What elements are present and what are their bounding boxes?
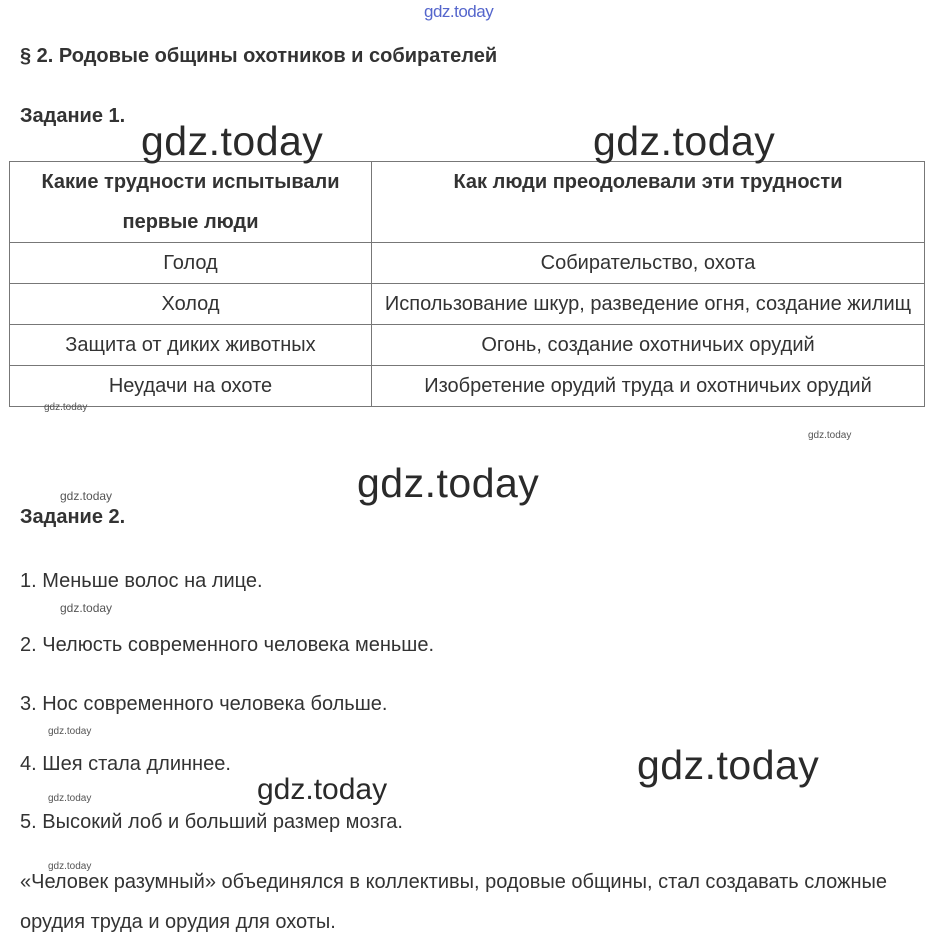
header-difficulties: Какие трудности испытывали первые люди xyxy=(10,162,372,243)
solution-cell: Использование шкур, разведение огня, создание жилищ xyxy=(372,284,925,325)
list-item: 2. Челюсть современного человека меньше. xyxy=(20,634,435,656)
watermark-small: gdz.today xyxy=(60,489,113,503)
list-item: 5. Высокий лоб и больший размер мозга. xyxy=(20,811,403,833)
header-solutions: Как люди преодолевали эти трудности xyxy=(372,162,925,243)
watermark-small: gdz.today xyxy=(60,601,113,615)
watermark-tiny: gdz.today xyxy=(48,726,92,737)
watermark-tiny: gdz.today xyxy=(48,793,92,804)
conclusion-paragraph: «Человек разумный» объединялся в коллективы, родовые общины, стал создавать сложные орудия труда и орудия для охоты. xyxy=(20,871,888,933)
watermark-tiny: gdz.today xyxy=(44,402,88,413)
table-row xyxy=(10,366,925,407)
difficulty-cell: Неудачи на охоте xyxy=(10,366,372,407)
table-header-row xyxy=(10,162,925,243)
table-row xyxy=(10,284,925,325)
difficulty-cell: Голод xyxy=(10,243,372,284)
task2-title: Задание 2. xyxy=(20,506,126,528)
watermark-medium: gdz.today xyxy=(257,773,388,806)
list-item: 3. Нос современного человека больше. xyxy=(20,693,388,715)
top-watermark: gdz.today xyxy=(424,2,494,21)
task1-title: Задание 1. xyxy=(20,105,126,127)
watermark-large: gdz.today xyxy=(141,118,324,164)
section-title: § 2. Родовые общины охотников и собирателей xyxy=(20,45,498,67)
table-row xyxy=(10,243,925,284)
solution-cell: Изобретение орудий труда и охотничьих орудий xyxy=(372,366,925,407)
solution-cell: Собирательство, охота xyxy=(372,243,925,284)
watermark-tiny: gdz.today xyxy=(808,430,852,441)
difficulties-table xyxy=(9,161,925,407)
difficulty-cell: Защита от диких животных xyxy=(10,325,372,366)
difficulty-cell: Холод xyxy=(10,284,372,325)
solution-cell: Огонь, создание охотничьих орудий xyxy=(372,325,925,366)
table-row xyxy=(10,325,925,366)
watermark-large: gdz.today xyxy=(357,460,540,506)
watermark-large: gdz.today xyxy=(593,118,776,164)
watermark-large: gdz.today xyxy=(637,742,820,788)
list-item: 1. Меньше волос на лице. xyxy=(20,570,263,592)
list-item: 4. Шея стала длиннее. xyxy=(20,753,231,775)
watermark-tiny: gdz.today xyxy=(48,861,92,872)
